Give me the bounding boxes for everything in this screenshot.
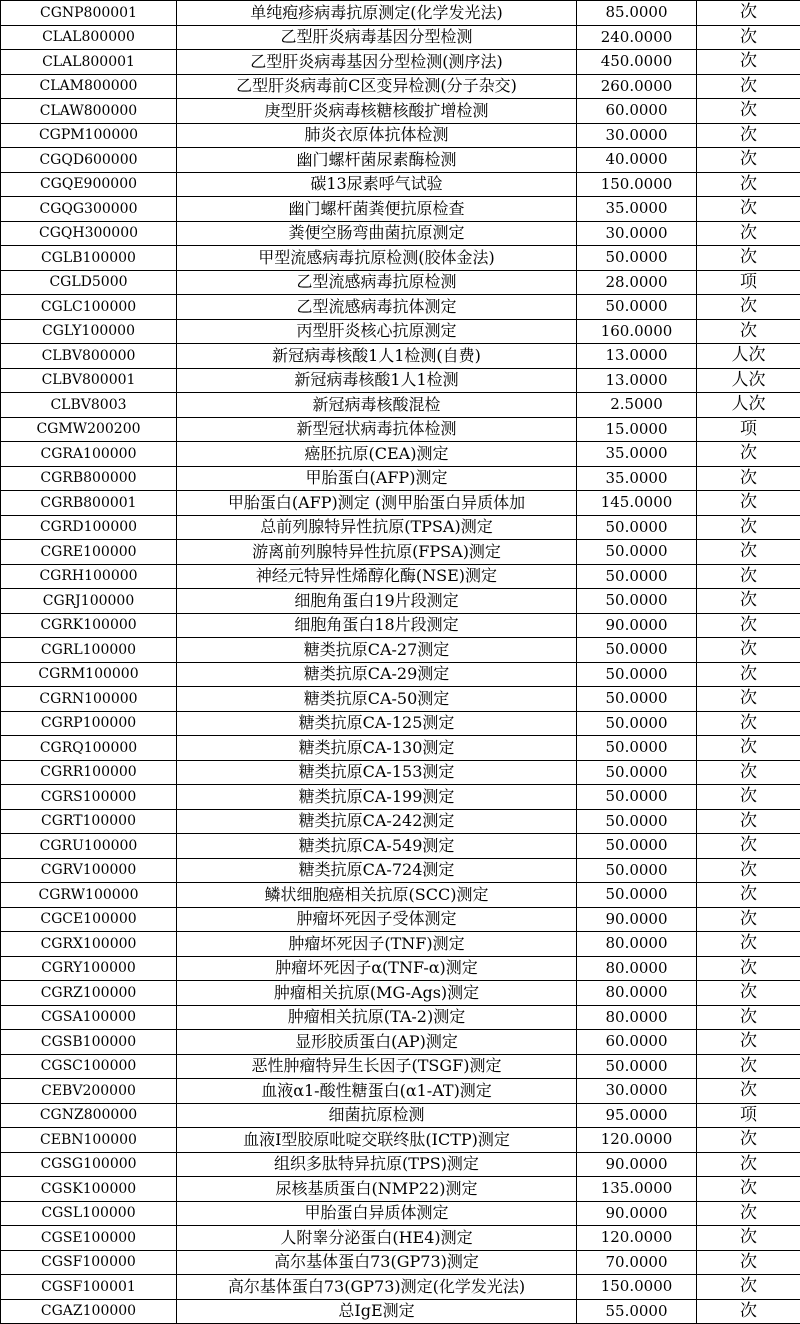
item-name-cell: 单纯疱疹病毒抗原测定(化学发光法) [177, 1, 577, 26]
item-unit-cell: 次 [697, 99, 800, 124]
item-price-cell: 30.0000 [577, 1079, 697, 1104]
item-unit-cell: 次 [697, 295, 800, 320]
item-unit-cell: 次 [697, 956, 800, 981]
table-row [1, 172, 800, 197]
table-row [1, 956, 800, 981]
item-name-cell: 总前列腺特异性抗原(TPSA)测定 [177, 515, 577, 540]
table-row [1, 148, 800, 173]
table-row [1, 393, 800, 418]
item-name-cell: 乙型肝炎病毒前C区变异检测(分子杂交) [177, 74, 577, 99]
item-name-cell: 糖类抗原CA-549测定 [177, 834, 577, 859]
item-code-cell: CGRR100000 [1, 760, 177, 785]
item-name-cell: 鳞状细胞癌相关抗原(SCC)测定 [177, 883, 577, 908]
item-price-cell: 50.0000 [577, 638, 697, 663]
item-unit-cell: 次 [697, 1005, 800, 1030]
item-price-cell: 50.0000 [577, 662, 697, 687]
item-code-cell: CGSF100000 [1, 1250, 177, 1275]
item-unit-cell: 次 [697, 1, 800, 26]
item-name-cell: 肿瘤坏死因子(TNF)测定 [177, 932, 577, 957]
item-unit-cell: 人次 [697, 344, 800, 369]
item-price-cell: 70.0000 [577, 1250, 697, 1275]
item-price-cell: 35.0000 [577, 466, 697, 491]
item-unit-cell: 次 [697, 711, 800, 736]
item-name-cell: 血液Ⅰ型胶原吡啶交联终肽(ICTP)测定 [177, 1128, 577, 1153]
item-price-cell: 90.0000 [577, 1201, 697, 1226]
item-price-cell: 60.0000 [577, 99, 697, 124]
item-name-cell: 新冠病毒核酸混检 [177, 393, 577, 418]
item-unit-cell: 次 [697, 1226, 800, 1251]
item-unit-cell: 次 [697, 1201, 800, 1226]
item-code-cell: CGQH300000 [1, 221, 177, 246]
item-name-cell: 肺炎衣原体抗体检测 [177, 123, 577, 148]
item-code-cell: CGQE900000 [1, 172, 177, 197]
item-unit-cell: 次 [697, 1030, 800, 1055]
table-row [1, 613, 800, 638]
item-price-cell: 2.5000 [577, 393, 697, 418]
item-unit-cell: 次 [697, 221, 800, 246]
item-code-cell: CLBV800001 [1, 368, 177, 393]
item-name-cell: 庚型肝炎病毒核糖核酸扩增检测 [177, 99, 577, 124]
item-unit-cell: 次 [697, 858, 800, 883]
item-price-cell: 85.0000 [577, 1, 697, 26]
table-row [1, 907, 800, 932]
item-name-cell: 甲型流感病毒抗原检测(胶体金法) [177, 246, 577, 271]
table-row [1, 50, 800, 75]
item-unit-cell: 次 [697, 319, 800, 344]
item-unit-cell: 次 [697, 25, 800, 50]
item-price-cell: 160.0000 [577, 319, 697, 344]
item-price-cell: 15.0000 [577, 417, 697, 442]
item-unit-cell: 项 [697, 417, 800, 442]
item-price-cell: 95.0000 [577, 1103, 697, 1128]
item-code-cell: CGSE100000 [1, 1226, 177, 1251]
table-row [1, 123, 800, 148]
item-unit-cell: 次 [697, 123, 800, 148]
item-price-cell: 50.0000 [577, 711, 697, 736]
item-price-cell: 50.0000 [577, 736, 697, 761]
item-name-cell: 甲胎蛋白(AFP)测定 (测甲胎蛋白异质体加 [177, 491, 577, 516]
item-name-cell: 糖类抗原CA-29测定 [177, 662, 577, 687]
item-price-cell: 40.0000 [577, 148, 697, 173]
item-name-cell: 新型冠状病毒抗体检测 [177, 417, 577, 442]
item-name-cell: 糖类抗原CA-724测定 [177, 858, 577, 883]
item-unit-cell: 次 [697, 1250, 800, 1275]
item-name-cell: 糖类抗原CA-50测定 [177, 687, 577, 712]
item-unit-cell: 次 [697, 1299, 800, 1324]
item-name-cell: 糖类抗原CA-130测定 [177, 736, 577, 761]
item-name-cell: 甲胎蛋白(AFP)测定 [177, 466, 577, 491]
item-code-cell: CGSB100000 [1, 1030, 177, 1055]
table-row [1, 760, 800, 785]
table-row [1, 99, 800, 124]
table-row [1, 197, 800, 222]
table-row [1, 319, 800, 344]
table-row [1, 736, 800, 761]
table-row [1, 1250, 800, 1275]
item-unit-cell: 次 [697, 515, 800, 540]
item-name-cell: 乙型流感病毒抗体测定 [177, 295, 577, 320]
table-row [1, 1005, 800, 1030]
table-row [1, 883, 800, 908]
item-name-cell: 新冠病毒核酸1人1检测(自费) [177, 344, 577, 369]
item-code-cell: CGRE100000 [1, 540, 177, 565]
item-code-cell: CGSK100000 [1, 1177, 177, 1202]
item-price-cell: 35.0000 [577, 197, 697, 222]
item-name-cell: 糖类抗原CA-125测定 [177, 711, 577, 736]
item-code-cell: CGRK100000 [1, 613, 177, 638]
item-name-cell: 高尔基体蛋白73(GP73)测定 [177, 1250, 577, 1275]
item-unit-cell: 次 [697, 1054, 800, 1079]
item-price-cell: 50.0000 [577, 858, 697, 883]
table-row [1, 1152, 800, 1177]
item-price-cell: 50.0000 [577, 883, 697, 908]
item-unit-cell: 次 [697, 246, 800, 271]
item-name-cell: 粪便空肠弯曲菌抗原测定 [177, 221, 577, 246]
table-row [1, 515, 800, 540]
table-row [1, 1177, 800, 1202]
item-unit-cell: 次 [697, 540, 800, 565]
item-code-cell: CGRM100000 [1, 662, 177, 687]
item-code-cell: CGSG100000 [1, 1152, 177, 1177]
item-code-cell: CGLD5000 [1, 270, 177, 295]
item-name-cell: 神经元特异性烯醇化酶(NSE)测定 [177, 564, 577, 589]
item-name-cell: 肿瘤坏死因子α(TNF-α)测定 [177, 956, 577, 981]
item-code-cell: CGSF100001 [1, 1275, 177, 1300]
item-price-cell: 150.0000 [577, 1275, 697, 1300]
item-unit-cell: 次 [697, 834, 800, 859]
item-price-cell: 50.0000 [577, 1054, 697, 1079]
item-price-cell: 80.0000 [577, 956, 697, 981]
item-price-cell: 50.0000 [577, 540, 697, 565]
item-price-cell: 50.0000 [577, 589, 697, 614]
item-unit-cell: 次 [697, 589, 800, 614]
item-unit-cell: 次 [697, 687, 800, 712]
table-row [1, 1030, 800, 1055]
item-unit-cell: 次 [697, 564, 800, 589]
item-code-cell: CLAL800001 [1, 50, 177, 75]
item-code-cell: CGLY100000 [1, 319, 177, 344]
item-price-cell: 13.0000 [577, 368, 697, 393]
table-row [1, 711, 800, 736]
item-unit-cell: 次 [697, 736, 800, 761]
table-row [1, 589, 800, 614]
item-unit-cell: 次 [697, 1079, 800, 1104]
item-name-cell: 糖类抗原CA-199测定 [177, 785, 577, 810]
item-unit-cell: 次 [697, 883, 800, 908]
table-row [1, 1054, 800, 1079]
item-code-cell: CGMW200200 [1, 417, 177, 442]
item-price-cell: 150.0000 [577, 172, 697, 197]
item-name-cell: 幽门螺杆菌粪便抗原检查 [177, 197, 577, 222]
item-code-cell: CGRL100000 [1, 638, 177, 663]
item-price-cell: 50.0000 [577, 760, 697, 785]
item-price-cell: 50.0000 [577, 785, 697, 810]
table-row [1, 858, 800, 883]
table-row [1, 221, 800, 246]
item-code-cell: CGCE100000 [1, 907, 177, 932]
item-name-cell: 糖类抗原CA-27测定 [177, 638, 577, 663]
item-unit-cell: 次 [697, 74, 800, 99]
item-unit-cell: 次 [697, 981, 800, 1006]
item-name-cell: 尿核基质蛋白(NMP22)测定 [177, 1177, 577, 1202]
item-code-cell: CGNP800001 [1, 1, 177, 26]
item-code-cell: CEBV200000 [1, 1079, 177, 1104]
item-unit-cell: 次 [697, 442, 800, 467]
item-code-cell: CGSL100000 [1, 1201, 177, 1226]
item-name-cell: 糖类抗原CA-153测定 [177, 760, 577, 785]
item-code-cell: CGAZ100000 [1, 1299, 177, 1324]
item-price-cell: 30.0000 [577, 221, 697, 246]
item-unit-cell: 次 [697, 613, 800, 638]
item-name-cell: 乙型流感病毒抗原检测 [177, 270, 577, 295]
item-price-cell: 90.0000 [577, 613, 697, 638]
item-code-cell: CGRX100000 [1, 932, 177, 957]
item-unit-cell: 次 [697, 197, 800, 222]
item-price-cell: 13.0000 [577, 344, 697, 369]
item-code-cell: CGRH100000 [1, 564, 177, 589]
item-code-cell: CLAM800000 [1, 74, 177, 99]
item-unit-cell: 次 [697, 662, 800, 687]
item-price-cell: 80.0000 [577, 932, 697, 957]
item-code-cell: CGRB800001 [1, 491, 177, 516]
item-name-cell: 新冠病毒核酸1人1检测 [177, 368, 577, 393]
item-name-cell: 肿瘤相关抗原(MG-Ags)测定 [177, 981, 577, 1006]
item-code-cell: CGRT100000 [1, 809, 177, 834]
item-price-cell: 80.0000 [577, 981, 697, 1006]
item-unit-cell: 次 [697, 466, 800, 491]
item-price-cell: 30.0000 [577, 123, 697, 148]
table-row [1, 270, 800, 295]
item-price-cell: 90.0000 [577, 907, 697, 932]
table-row [1, 1, 800, 26]
item-name-cell: 细胞角蛋白19片段测定 [177, 589, 577, 614]
table-row [1, 442, 800, 467]
table-row [1, 344, 800, 369]
item-name-cell: 总IgE测定 [177, 1299, 577, 1324]
item-price-cell: 120.0000 [577, 1128, 697, 1153]
item-name-cell: 组织多肽特异抗原(TPS)测定 [177, 1152, 577, 1177]
item-unit-cell: 次 [697, 932, 800, 957]
item-price-cell: 55.0000 [577, 1299, 697, 1324]
item-name-cell: 乙型肝炎病毒基因分型检测 [177, 25, 577, 50]
item-code-cell: CLAL800000 [1, 25, 177, 50]
item-code-cell: CGRU100000 [1, 834, 177, 859]
item-code-cell: CGRB800000 [1, 466, 177, 491]
item-code-cell: CLAW800000 [1, 99, 177, 124]
item-code-cell: CGRA100000 [1, 442, 177, 467]
item-price-cell: 90.0000 [577, 1152, 697, 1177]
item-unit-cell: 次 [697, 638, 800, 663]
table-row [1, 564, 800, 589]
table-row [1, 1201, 800, 1226]
item-code-cell: CGRY100000 [1, 956, 177, 981]
item-code-cell: CGQD600000 [1, 148, 177, 173]
table-row [1, 1299, 800, 1324]
item-name-cell: 幽门螺杆菌尿素酶检测 [177, 148, 577, 173]
table-row [1, 368, 800, 393]
item-price-cell: 60.0000 [577, 1030, 697, 1055]
item-unit-cell: 人次 [697, 368, 800, 393]
item-price-cell: 28.0000 [577, 270, 697, 295]
item-code-cell: CGLC100000 [1, 295, 177, 320]
item-unit-cell: 次 [697, 1152, 800, 1177]
item-code-cell: CGRW100000 [1, 883, 177, 908]
item-unit-cell: 次 [697, 50, 800, 75]
item-name-cell: 乙型肝炎病毒基因分型检测(测序法) [177, 50, 577, 75]
table-row [1, 1128, 800, 1153]
item-unit-cell: 次 [697, 760, 800, 785]
item-code-cell: CLBV800000 [1, 344, 177, 369]
item-code-cell: CGSC100000 [1, 1054, 177, 1079]
item-code-cell: CGRZ100000 [1, 981, 177, 1006]
item-name-cell: 人附睾分泌蛋白(HE4)测定 [177, 1226, 577, 1251]
item-price-cell: 50.0000 [577, 564, 697, 589]
table-row [1, 932, 800, 957]
table-row [1, 809, 800, 834]
item-code-cell: CGRV100000 [1, 858, 177, 883]
item-price-cell: 50.0000 [577, 834, 697, 859]
item-price-cell: 50.0000 [577, 687, 697, 712]
item-code-cell: CGNZ800000 [1, 1103, 177, 1128]
item-price-cell: 240.0000 [577, 25, 697, 50]
table-row [1, 466, 800, 491]
item-name-cell: 高尔基体蛋白73(GP73)测定(化学发光法) [177, 1275, 577, 1300]
table-row [1, 25, 800, 50]
table-row [1, 1275, 800, 1300]
item-name-cell: 丙型肝炎核心抗原测定 [177, 319, 577, 344]
item-code-cell: CGRQ100000 [1, 736, 177, 761]
item-code-cell: CEBN100000 [1, 1128, 177, 1153]
table-row [1, 1103, 800, 1128]
item-code-cell: CGRN100000 [1, 687, 177, 712]
item-code-cell: CGSA100000 [1, 1005, 177, 1030]
item-unit-cell: 人次 [697, 393, 800, 418]
item-unit-cell: 次 [697, 785, 800, 810]
table-row [1, 834, 800, 859]
item-code-cell: CGRS100000 [1, 785, 177, 810]
item-price-cell: 145.0000 [577, 491, 697, 516]
item-price-cell: 135.0000 [577, 1177, 697, 1202]
item-name-cell: 细胞角蛋白18片段测定 [177, 613, 577, 638]
item-name-cell: 甲胎蛋白异质体测定 [177, 1201, 577, 1226]
item-unit-cell: 次 [697, 172, 800, 197]
item-unit-cell: 项 [697, 1103, 800, 1128]
item-name-cell: 显形胶质蛋白(AP)测定 [177, 1030, 577, 1055]
item-unit-cell: 次 [697, 1128, 800, 1153]
item-code-cell: CGRP100000 [1, 711, 177, 736]
item-price-cell: 50.0000 [577, 809, 697, 834]
item-code-cell: CLBV8003 [1, 393, 177, 418]
item-code-cell: CGLB100000 [1, 246, 177, 271]
item-name-cell: 游离前列腺特异性抗原(FPSA)测定 [177, 540, 577, 565]
table-row [1, 417, 800, 442]
table-row [1, 491, 800, 516]
item-name-cell: 恶性肿瘤特异生长因子(TSGF)测定 [177, 1054, 577, 1079]
table-row [1, 540, 800, 565]
item-code-cell: CGPM100000 [1, 123, 177, 148]
item-unit-cell: 次 [697, 491, 800, 516]
item-code-cell: CGRD100000 [1, 515, 177, 540]
item-name-cell: 血液α1-酸性糖蛋白(α1-AT)测定 [177, 1079, 577, 1104]
item-code-cell: CGRJ100000 [1, 589, 177, 614]
table-body [1, 1, 800, 1324]
item-name-cell: 癌胚抗原(CEA)测定 [177, 442, 577, 467]
item-name-cell: 糖类抗原CA-242测定 [177, 809, 577, 834]
table-row [1, 1079, 800, 1104]
table-row [1, 246, 800, 271]
item-price-cell: 260.0000 [577, 74, 697, 99]
item-code-cell: CGQG300000 [1, 197, 177, 222]
item-unit-cell: 次 [697, 148, 800, 173]
table-row [1, 295, 800, 320]
item-price-cell: 450.0000 [577, 50, 697, 75]
item-name-cell: 肿瘤相关抗原(TA-2)测定 [177, 1005, 577, 1030]
item-unit-cell: 项 [697, 270, 800, 295]
item-unit-cell: 次 [697, 907, 800, 932]
item-price-cell: 50.0000 [577, 295, 697, 320]
item-unit-cell: 次 [697, 1177, 800, 1202]
table-row [1, 662, 800, 687]
item-unit-cell: 次 [697, 809, 800, 834]
table-row [1, 687, 800, 712]
item-name-cell: 肿瘤坏死因子受体测定 [177, 907, 577, 932]
table-row [1, 785, 800, 810]
item-price-cell: 80.0000 [577, 1005, 697, 1030]
table-row [1, 1226, 800, 1251]
item-name-cell: 细菌抗原检测 [177, 1103, 577, 1128]
table-row [1, 638, 800, 663]
item-unit-cell: 次 [697, 1275, 800, 1300]
item-price-cell: 50.0000 [577, 246, 697, 271]
item-name-cell: 碳13尿素呼气试验 [177, 172, 577, 197]
item-price-cell: 35.0000 [577, 442, 697, 467]
item-price-cell: 120.0000 [577, 1226, 697, 1251]
table-row [1, 74, 800, 99]
item-price-cell: 50.0000 [577, 515, 697, 540]
table-row [1, 981, 800, 1006]
